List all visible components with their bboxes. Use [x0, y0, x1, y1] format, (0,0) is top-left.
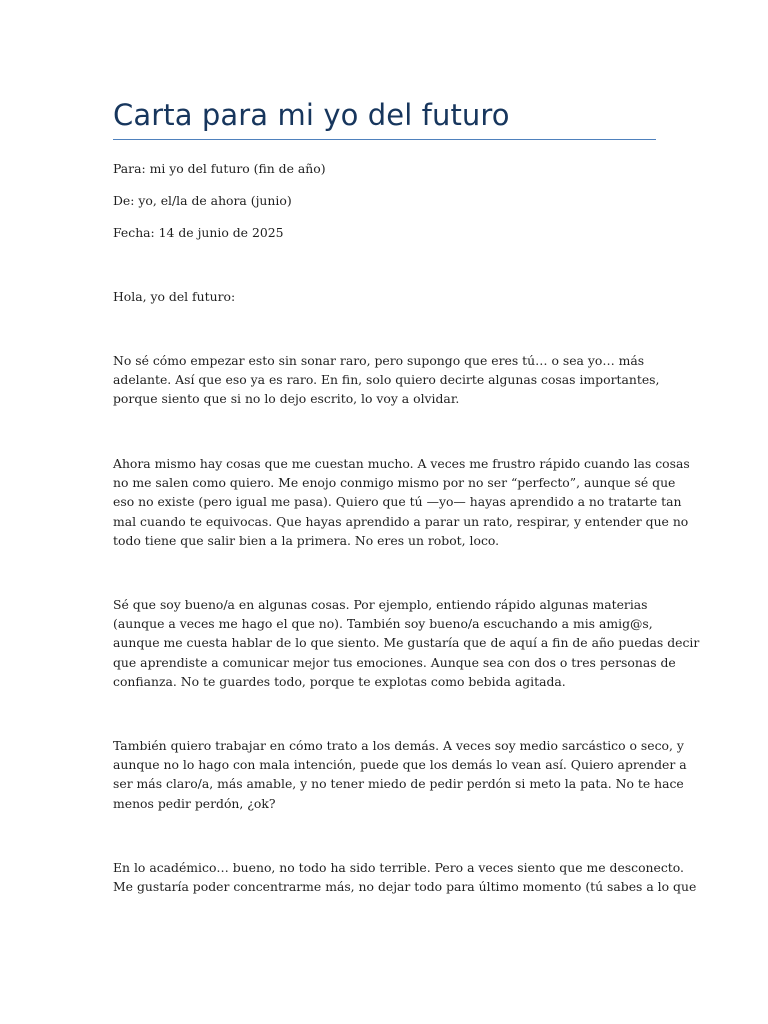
sender-line: De: yo, el/la de ahora (junio): [113, 193, 292, 208]
paragraph-line: porque siento que si no lo dejo escrito, lo voy a olvidar.: [113, 391, 460, 407]
paragraph-line: eso no existe (pero igual me pasa). Quiero que tú —yo— hayas aprendido a no tratarte tan: [113, 494, 682, 510]
paragraph-line: aunque me cuesta hablar de lo que siento. Me gustaría que de aquí a fin de año puedas decir: [113, 635, 700, 651]
paragraph-line: Me gustaría poder concentrarme más, no dejar todo para último momento (tú sabes a lo que: [113, 879, 697, 895]
paragraph-line: ser más claro/a, más amable, y no tener miedo de pedir perdón si meto la pata. No te hace: [113, 776, 684, 792]
paragraph-line: confianza. No te guardes todo, porque te explotas como bebida agitada.: [113, 673, 566, 689]
paragraph-line: todo tiene que salir bien a la primera. No eres un robot, loco.: [113, 532, 500, 548]
paragraph-line: No sé cómo empezar esto sin sonar raro, pero supongo que eres tú… o sea yo… más: [113, 353, 645, 368]
paragraph-academics: [113, 858, 697, 896]
paragraph-intro: [113, 351, 660, 409]
paragraph-line: Ahora mismo hay cosas que me cuestan mucho. A veces me frustro rápido cuando las cosas: [113, 456, 690, 471]
paragraph-line: (aunque a veces me hago el que no). También soy bueno/a escuchando a mis amig@s,: [113, 616, 653, 632]
paragraph-line: no me salen como quiero. Me enojo conmigo mismo por no ser “perfecto”, aunque sé que: [113, 475, 676, 491]
paragraph-frustration: [113, 454, 690, 550]
paragraph-relationships: [113, 736, 687, 813]
paragraph-line: Sé que soy bueno/a en algunas cosas. Por ejemplo, entiendo rápido algunas materias: [113, 597, 648, 612]
recipient-line: Para: mi yo del futuro (fin de año): [113, 161, 326, 176]
paragraph-strengths: [113, 595, 700, 691]
paragraph-line: aunque no lo hago con mala intención, puede que los demás lo vean así. Quiero aprender a: [113, 757, 687, 773]
date-line: Fecha: 14 de junio de 2025: [113, 225, 284, 240]
document-title: Carta para mi yo del futuro: [113, 98, 510, 132]
paragraph-line: que aprendiste a comunicar mejor tus emociones. Aunque sea con dos o tres personas de: [113, 654, 676, 670]
paragraph-line: mal cuando te equivocas. Que hayas aprendido a parar un rato, respirar, y entender que no: [113, 513, 689, 529]
paragraph-line: En lo académico… bueno, no todo ha sido terrible. Pero a veces siento que me desconecto.: [113, 860, 684, 875]
paragraph-line: menos pedir perdón, ¿ok?: [113, 795, 276, 811]
paragraph-line: adelante. Así que eso ya es raro. En fin, solo quiero decirte algunas cosas importantes,: [113, 372, 660, 388]
paragraph-line: También quiero trabajar en cómo trato a los demás. A veces soy medio sarcástico o seco, y: [113, 738, 684, 753]
greeting: Hola, yo del futuro:: [113, 289, 236, 304]
title-underline-divider: [113, 139, 656, 140]
